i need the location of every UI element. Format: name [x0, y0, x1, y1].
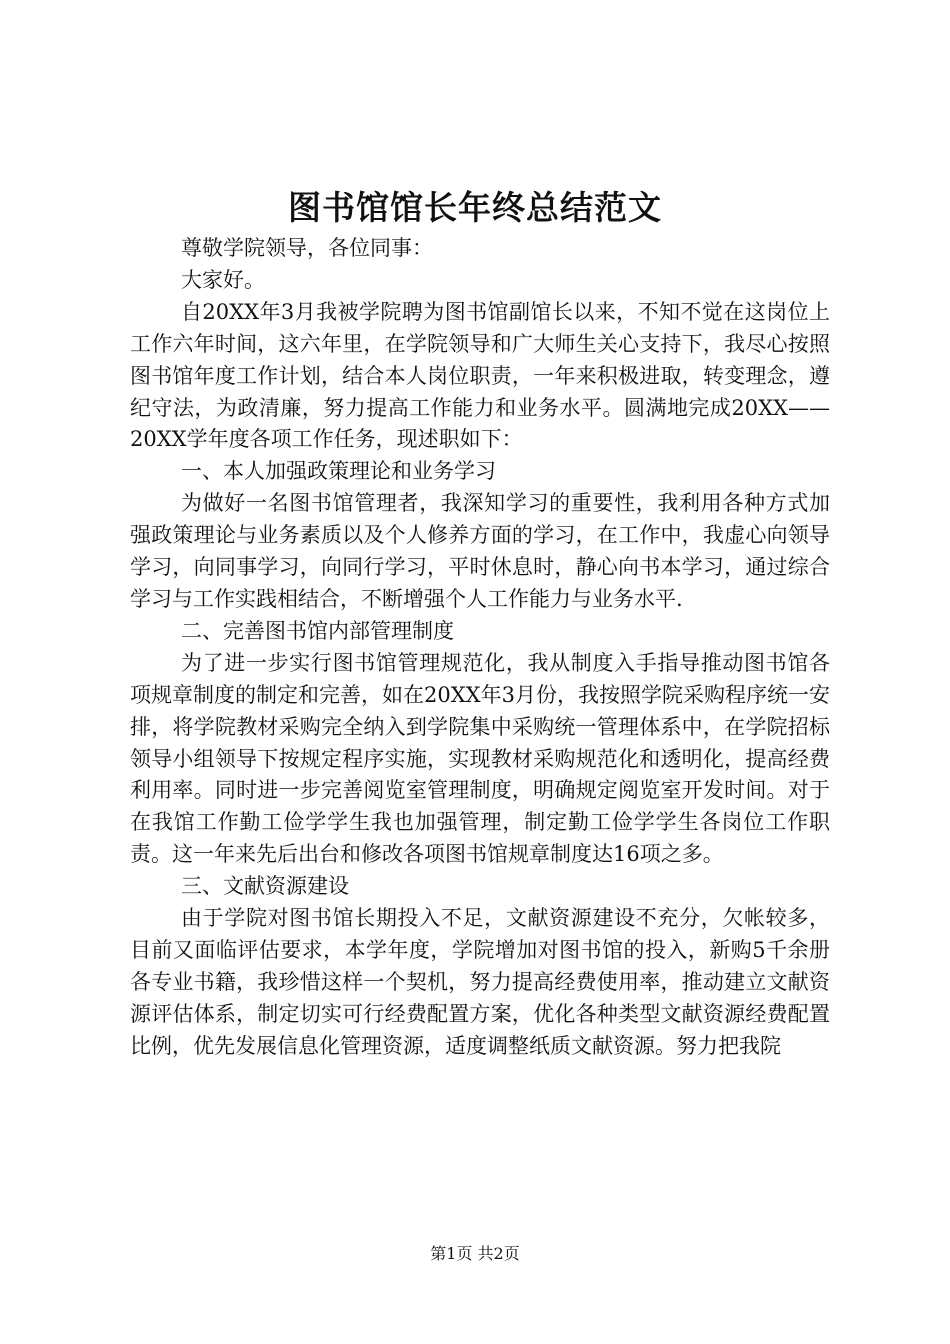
intro-paragraph: 自20XX年3月我被学院聘为图书馆副馆长以来，不知不觉在这岗位上工作六年时间，这六年里，在学院领导和广大师生关心支持下，我尽心按照图书馆年度工作计划，结合本人岗位职责，一年来积极进取，转变理念，遵纪守法，为政清廉，努力提高工作能力和业务水平。圆满地完成20XX——20XX学年度各项工作任务，现述职如下：: [130, 299, 830, 452]
section-heading-1: 一、本人加强政策理论和业务学习: [181, 459, 496, 484]
section-paragraph-1: 为做好一名图书馆管理者，我深知学习的重要性，我利用各种方式加强政策理论与业务素质以及个人修养方面的学习，在工作中，我虚心向领导学习，向同事学习，向同行学习，平时休息时，静心向书本学习，通过综合学习与工作实践相结合，不断增强个人工作能力与业务水平.: [130, 491, 830, 611]
section-paragraph-2: 为了进一步实行图书馆管理规范化，我从制度入手指导推动图书馆各项规章制度的制定和完善，如在20XX年3月份，我按照学院采购程序统一安排，将学院教材采购完全纳入到学院集中采购统一管理体系中，在学院招标领导小组领导下按规定程序实施，实现教材采购规范化和透明化，提高经费利用率。同时进一步完善阅览室管理制度，明确规定阅览室开发时间。对于在我馆工作勤工俭学学生我也加强管理，制定勤工俭学学生各岗位工作职责。这一年来先后出台和修改各项图书馆规章制度达16项之多。: [130, 650, 830, 867]
section-heading-2: 二、完善图书馆内部管理制度: [181, 618, 454, 643]
section-heading-3: 三、文献资源建设: [181, 874, 349, 899]
document-body: [130, 233, 830, 1063]
page-footer: 第1页 共2页: [430, 1244, 520, 1263]
salutation: 尊敬学院领导，各位同事：: [181, 236, 433, 260]
section-paragraph-3: 由于学院对图书馆长期投入不足，文献资源建设不充分，欠帐较多，目前又面临评估要求，本学年度，学院增加对图书馆的投入，新购5千余册各专业书籍，我珍惜这样一个契机，努力提高经费使用率，推动建立文献资源评估体系，制定切实可行经费配置方案，优化各种类型文献资源经费配置比例，优先发展信息化管理资源，适度调整纸质文献资源。努力把我院: [130, 906, 830, 1058]
document-title: 图书馆馆长年终总结范文: [288, 188, 662, 227]
greeting: 大家好。: [181, 267, 265, 292]
